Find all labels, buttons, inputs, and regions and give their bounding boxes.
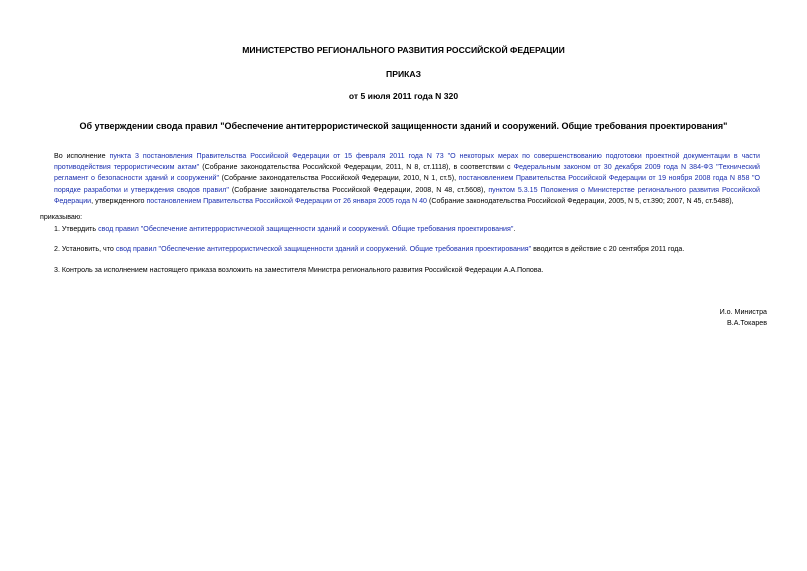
link-regulation-5-3-15[interactable]: пунктом 5.3.15 Положения о Министерстве регионального развития Российской Федерации [54, 185, 760, 205]
document-type: ПРИКАЗ [386, 69, 421, 79]
document-date: от 5 июля 2011 года N 320 [348, 91, 459, 101]
item-text: . [513, 225, 516, 233]
item-text: 2. Установить, что [54, 245, 116, 253]
link-code-of-rules[interactable]: свод правил "Обеспечение антитеррористической защищенности зданий и сооружений. Общие требования проектирования" [98, 225, 514, 233]
link-decree-40[interactable]: постановлением Правительства Российской Федерации от 26 января 2005 года N 40 [146, 196, 428, 205]
item-text: вводится в действие с 20 сентября 2011 года. [531, 245, 685, 253]
preamble-text: (Собрание законодательства Российской Федерации, 2011, N 8, ст.1118), в соответствии с [199, 163, 514, 172]
signatory-name: В.А.Токарев [727, 319, 767, 327]
link-decree-858[interactable]: постановлением Правительства Российской Федерации от 19 ноября 2008 года N 858 "О порядке разработки и утверждения сводов правил" [54, 174, 760, 194]
preamble-paragraph [54, 151, 760, 207]
preamble-text: (Собрание законодательства Российской Федерации, 2010, N 1, ст.5), [219, 174, 459, 183]
link-decree-73[interactable]: пункта 3 постановления Правительства Российской Федерации от 15 февраля 2011 года N 73 "О некоторых мерах по совершенствованию подготовки проектной документации в части противодействия террористическим актам" [54, 152, 761, 172]
preamble-text: (Собрание законодательства Российской Федерации, 2008, N 48, ст.5608), [228, 185, 489, 194]
order-item-3: 3. Контроль за исполнением настоящего приказа возложить на заместителя Министра регионального развития Российской Федерации А.А.Попова. [54, 266, 544, 274]
link-federal-law-384[interactable]: Федеральным законом от 30 декабря 2009 года N 384-ФЗ "Технический регламент о безопасности зданий и сооружений" [54, 163, 760, 183]
orders-word: приказываю: [40, 213, 83, 221]
order-item-2 [54, 244, 684, 255]
signatory-position: И.о. Министра [719, 308, 767, 316]
order-item-1 [54, 224, 515, 235]
preamble-text: Во исполнение [54, 152, 110, 160]
document-title: Об утверждении свода правил "Обеспечение антитеррористической защищенности зданий и сооружений. Общие требования проектирования" [79, 121, 728, 131]
item-text: 1. Утвердить [54, 225, 99, 233]
preamble-text: (Собрание законодательства Российской Федерации, 2005, N 5, ст.390; 2007, N 45, ст.5488), [427, 196, 734, 205]
link-code-of-rules[interactable]: свод правил "Обеспечение антитеррористической защищенности зданий и сооружений. Общие требования проектирования" [115, 245, 532, 253]
ministry-name: МИНИСТЕРСТВО РЕГИОНАЛЬНОГО РАЗВИТИЯ РОССИЙСКОЙ ФЕДЕРАЦИИ [242, 45, 565, 55]
preamble-text: , утвержденного [91, 196, 147, 205]
